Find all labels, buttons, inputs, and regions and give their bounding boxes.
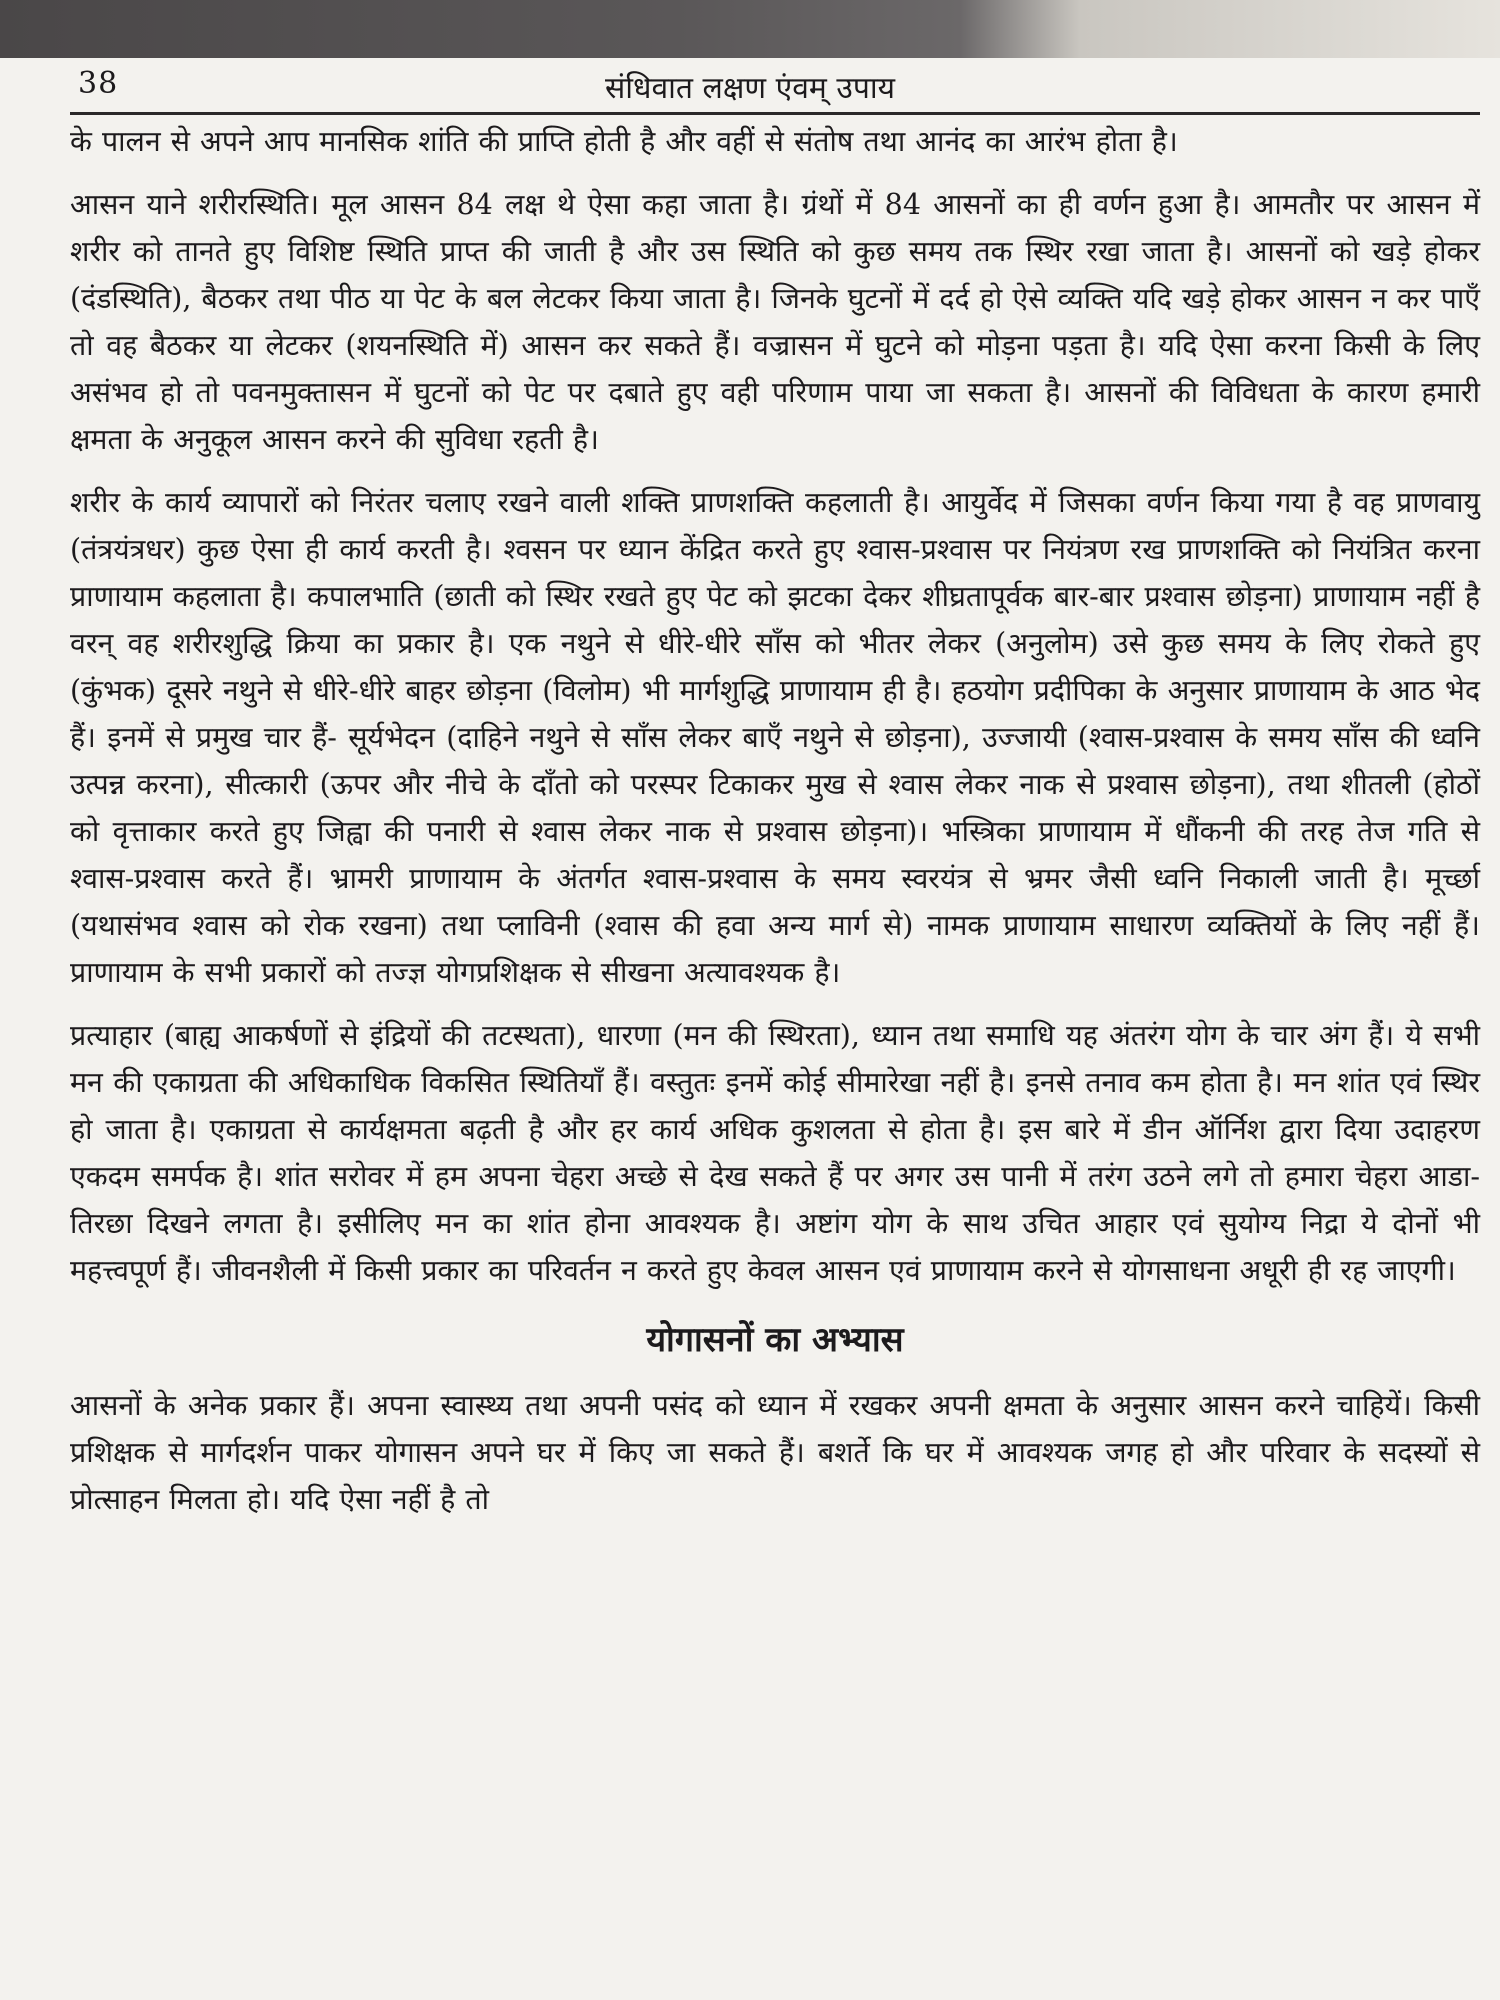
page-header	[0, 58, 1500, 116]
page-body	[70, 118, 1480, 1539]
page-number: 38	[78, 66, 119, 101]
paragraph-antaranga-yoga: प्रत्याहार (बाह्य आकर्षणों से इंद्रियों की तटस्थता), धारणा (मन की स्थिरता), ध्यान तथा समाधि यह अंतरंग योग के चार अंग हैं। ये सभी मन की एकाग्रता की अधिकाधिक विकसित स्थितियाँ हैं। वस्तुतः इनमें कोई सीमारेखा नहीं है। इनसे तनाव कम होता है। मन शांत एवं स्थिर हो जाता है। एकाग्रता से कार्यक्षमता बढ़ती है और हर कार्य अधिक कुशलता से होता है। इस बारे में डीन ऑर्निश द्वारा दिया उदाहरण एकदम समर्पक है। शांत सरोवर में हम अपना चेहरा अच्छे से देख सकते हैं पर अगर उस पानी में तरंग उठने लगे तो हमारा चेहरा आडा-तिरछा दिखने लगता है। इसीलिए मन का शांत होना आवश्यक है। अष्टांग योग के साथ उचित आहार एवं सुयोग्य निद्रा ये दोनों भी महत्त्वपूर्ण हैं। जीवनशैली में किसी प्रकार का परिवर्तन न करते हुए केवल आसन एवं प्राणायाम करने से योगसाधना अधूरी ही रह जाएगी।	[70, 1019, 1480, 1287]
paragraph-intro-continuation: के पालन से अपने आप मानसिक शांति की प्राप्ति होती है और वहीं से संतोष तथा आनंद का आरंभ होता है।	[70, 125, 1178, 158]
paragraph-asana: आसन याने शरीरस्थिति। मूल आसन 84 लक्ष थे ऐसा कहा जाता है। ग्रंथों में 84 आसनों का ही वर्णन हुआ है। आमतौर पर आसन में शरीर को तानते हुए विशिष्ट स्थिति प्राप्त की जाती है और उस स्थिति को कुछ समय तक स्थिर रखा जाता है। आसनों को खड़े होकर (दंडस्थिति), बैठकर तथा पीठ या पेट के बल लेटकर किया जाता है। जिनके घुटनों में दर्द हो ऐसे व्यक्ति यदि खड़े होकर आसन न कर पाएँ तो वह बैठकर या लेटकर (शयनस्थिति में) आसन कर सकते हैं। वज्रासन में घुटने को मोड़ना पड़ता है। यदि ऐसा करना किसी के लिए असंभव हो तो पवनमुक्तासन में घुटनों को पेट पर दबाते हुए वही परिणाम पाया जा सकता है। आसनों की विविधता के कारण हमारी क्षमता के अनुकूल आसन करने की सुविधा रहती है।	[70, 188, 1480, 456]
paragraph-pranayama: शरीर के कार्य व्यापारों को निरंतर चलाए रखने वाली शक्ति प्राणशक्ति कहलाती है। आयुर्वेद में जिसका वर्णन किया गया है वह प्राणवायु (तंत्रयंत्रधर) कुछ ऐसा ही कार्य करती है। श्वसन पर ध्यान केंद्रित करते हुए श्वास-प्रश्वास पर नियंत्रण रख प्राणशक्ति को नियंत्रित करना प्राणायाम कहलाता है। कपालभाति (छाती को स्थिर रखते हुए पेट को झटका देकर शीघ्रतापूर्वक बार-बार प्रश्वास छोड़ना) प्राणायाम नहीं है वरन् वह शरीरशुद्धि क्रिया का प्रकार है। एक नथुने से धीरे-धीरे साँस को भीतर लेकर (अनुलोम) उसे कुछ समय के लिए रोकते हुए (कुंभक) दूसरे नथुने से धीरे-धीरे बाहर छोड़ना (विलोम) भी मार्गशुद्धि प्राणायाम ही है। हठयोग प्रदीपिका के अनुसार प्राणायाम के आठ भेद हैं। इनमें से प्रमुख चार हैं- सूर्यभेदन (दाहिने नथुने से साँस लेकर बाएँ नथुने से छोड़ना), उज्जायी (श्वास-प्रश्वास के समय साँस की ध्वनि उत्पन्न करना), सीत्कारी (ऊपर और नीचे के दाँतो को परस्पर टिकाकर मुख से श्वास लेकर नाक से प्रश्वास छोड़ना), तथा शीतली (होठों को वृत्ताकार करते हुए जिह्वा की पनारी से श्वास लेकर नाक से प्रश्वास छोड़ना)। भस्त्रिका प्राणायाम में धौंकनी की तरह तेज गति से श्वास-प्रश्वास करते हैं। भ्रामरी प्राणायाम के अंतर्गत श्वास-प्रश्वास के समय स्वरयंत्र से भ्रमर जैसी ध्वनि निकाली जाती है। मूर्च्छा (यथासंभव श्वास को रोक रखना) तथा प्लाविनी (श्वास की हवा अन्य मार्ग से) नामक प्राणायाम साधारण व्यक्तियों के लिए नहीं हैं। प्राणायाम के सभी प्रकारों को तज्ज्ञ योगप्रशिक्षक से सीखना अत्यावश्यक है।	[70, 486, 1480, 989]
page-top-band	[0, 0, 1500, 58]
paragraph-yogasana-practice: आसनों के अनेक प्रकार हैं। अपना स्वास्थ्य तथा अपनी पसंद को ध्यान में रखकर अपनी क्षमता के अनुसार आसन करने चाहियें। किसी प्रशिक्षक से मार्गदर्शन पाकर योगासन अपने घर में किए जा सकते हैं। बशर्ते कि घर में आवश्यक जगह हो और परिवार के सदस्यों से प्रोत्साहन मिलता हो। यदि ऐसा नहीं है तो	[70, 1389, 1480, 1516]
section-heading: योगासनों का अभ्यास	[646, 1320, 904, 1360]
header-rule	[70, 112, 1480, 115]
running-title: संधिवात लक्षण एंवम् उपाय	[604, 71, 896, 106]
